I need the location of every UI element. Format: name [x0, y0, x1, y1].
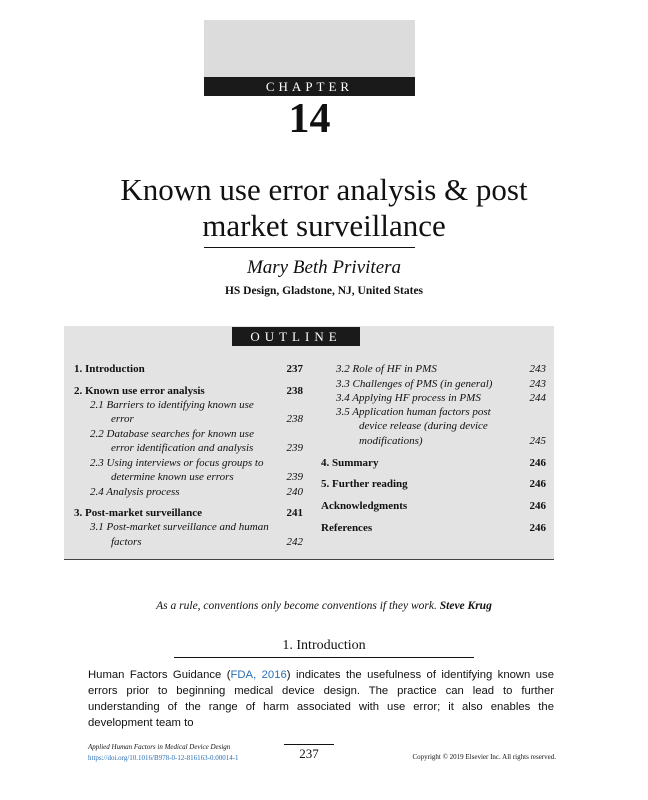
toc-right-entry-3[interactable]: 3.5 Application human factors post	[336, 406, 491, 418]
epigraph-attribution: Steve Krug	[439, 600, 492, 612]
chapter-title-line-2: market surveillance	[202, 208, 446, 243]
toc-right-entry-2[interactable]: 3.4 Applying HF process in PMS	[336, 392, 481, 404]
toc-left-entry-4[interactable]: 2.2 Database searches for known use	[90, 428, 254, 440]
toc-right-entry-1[interactable]: 3.3 Challenges of PMS (in general)	[336, 378, 493, 390]
para-text-before: Human Factors Guidance (	[88, 669, 231, 681]
toc-left-entry-11[interactable]: factors	[111, 536, 142, 548]
section-heading: 1. Introduction	[282, 638, 366, 653]
body-paragraph	[88, 667, 554, 731]
toc-right-page-8: 246	[529, 500, 546, 512]
toc-right-page-6: 246	[529, 457, 546, 469]
toc-left-page-8: 240	[286, 486, 303, 498]
toc-left-entry-8[interactable]: 2.4 Analysis process	[90, 486, 180, 498]
toc-left-entry-10[interactable]: 3.1 Post-market surveillance and human	[90, 521, 269, 533]
toc-right-page-5: 245	[529, 435, 546, 447]
toc-right-page-0: 243	[529, 363, 546, 375]
toc-right-entry-5[interactable]: modifications)	[359, 435, 423, 447]
toc-right-page-1: 243	[529, 378, 546, 390]
toc-left-entry-2[interactable]: 2.1 Barriers to identifying known use	[90, 399, 254, 411]
toc-left-page-7: 239	[286, 471, 303, 483]
doi-link[interactable]: https://doi.org/10.1016/B978-0-12-816163-0.00014-1	[88, 754, 239, 762]
toc-left-entry-3[interactable]: error	[111, 413, 134, 425]
toc-right-entry-4[interactable]: device release (during device	[359, 420, 488, 432]
toc-left-page-9: 241	[286, 507, 303, 519]
chapter-label: CHAPTER	[204, 77, 415, 96]
citation-link[interactable]: FDA, 2016	[230, 669, 287, 681]
toc-right-page-9: 246	[529, 522, 546, 534]
para-text-after: ) indicates the usefulness of identifying known use errors prior to beginning medical device design. The practice can lead to further understanding of the range of harm associated with use error; it also enables the development team to	[88, 669, 554, 729]
chapter-title-line-1: Known use error analysis & post	[120, 172, 528, 207]
toc-left-entry-0[interactable]: 1. Introduction	[74, 363, 145, 375]
toc-right-entry-8[interactable]: Acknowledgments	[321, 500, 408, 512]
book-title: Applied Human Factors in Medical Device Design	[88, 743, 231, 751]
toc-right-entry-7[interactable]: 5. Further reading	[321, 478, 408, 490]
toc-right-entry-6[interactable]: 4. Summary	[321, 457, 379, 469]
toc-right-page-7: 246	[529, 478, 546, 490]
toc-right-entry-0[interactable]: 3.2 Role of HF in PMS	[336, 363, 437, 375]
toc-left-page-0: 237	[286, 363, 303, 375]
toc-left-entry-6[interactable]: 2.3 Using interviews or focus groups to	[90, 457, 264, 469]
epigraph-quote: As a rule, conventions only become conventions if they work.	[156, 600, 437, 612]
toc-right-page-2: 244	[529, 392, 546, 404]
chapter-number: 14	[288, 96, 331, 142]
page-number: 237	[299, 746, 319, 761]
author-name: Mary Beth Privitera	[246, 257, 402, 278]
toc-left-page-5: 239	[286, 442, 303, 454]
toc-left-entry-9[interactable]: 3. Post-market surveillance	[74, 507, 202, 519]
toc-left-entry-1[interactable]: 2. Known use error analysis	[74, 385, 205, 397]
toc-left-entry-7[interactable]: determine known use errors	[111, 471, 234, 483]
toc-left-page-11: 242	[286, 536, 303, 548]
footer-left	[88, 742, 239, 764]
section-rule	[174, 657, 474, 658]
toc-left-page-1: 238	[286, 385, 303, 397]
toc-left-page-3: 238	[286, 413, 303, 425]
copyright: Copyright © 2019 Elsevier Inc. All rights reserved.	[412, 753, 556, 761]
outline-label: OUTLINE	[232, 327, 360, 346]
toc-left-entry-5[interactable]: error identification and analysis	[111, 442, 254, 454]
footer-rule	[284, 744, 334, 745]
epigraph	[60, 600, 588, 612]
toc-right-entry-9[interactable]: References	[321, 522, 373, 534]
author-affiliation: HS Design, Gladstone, NJ, United States	[224, 285, 424, 297]
